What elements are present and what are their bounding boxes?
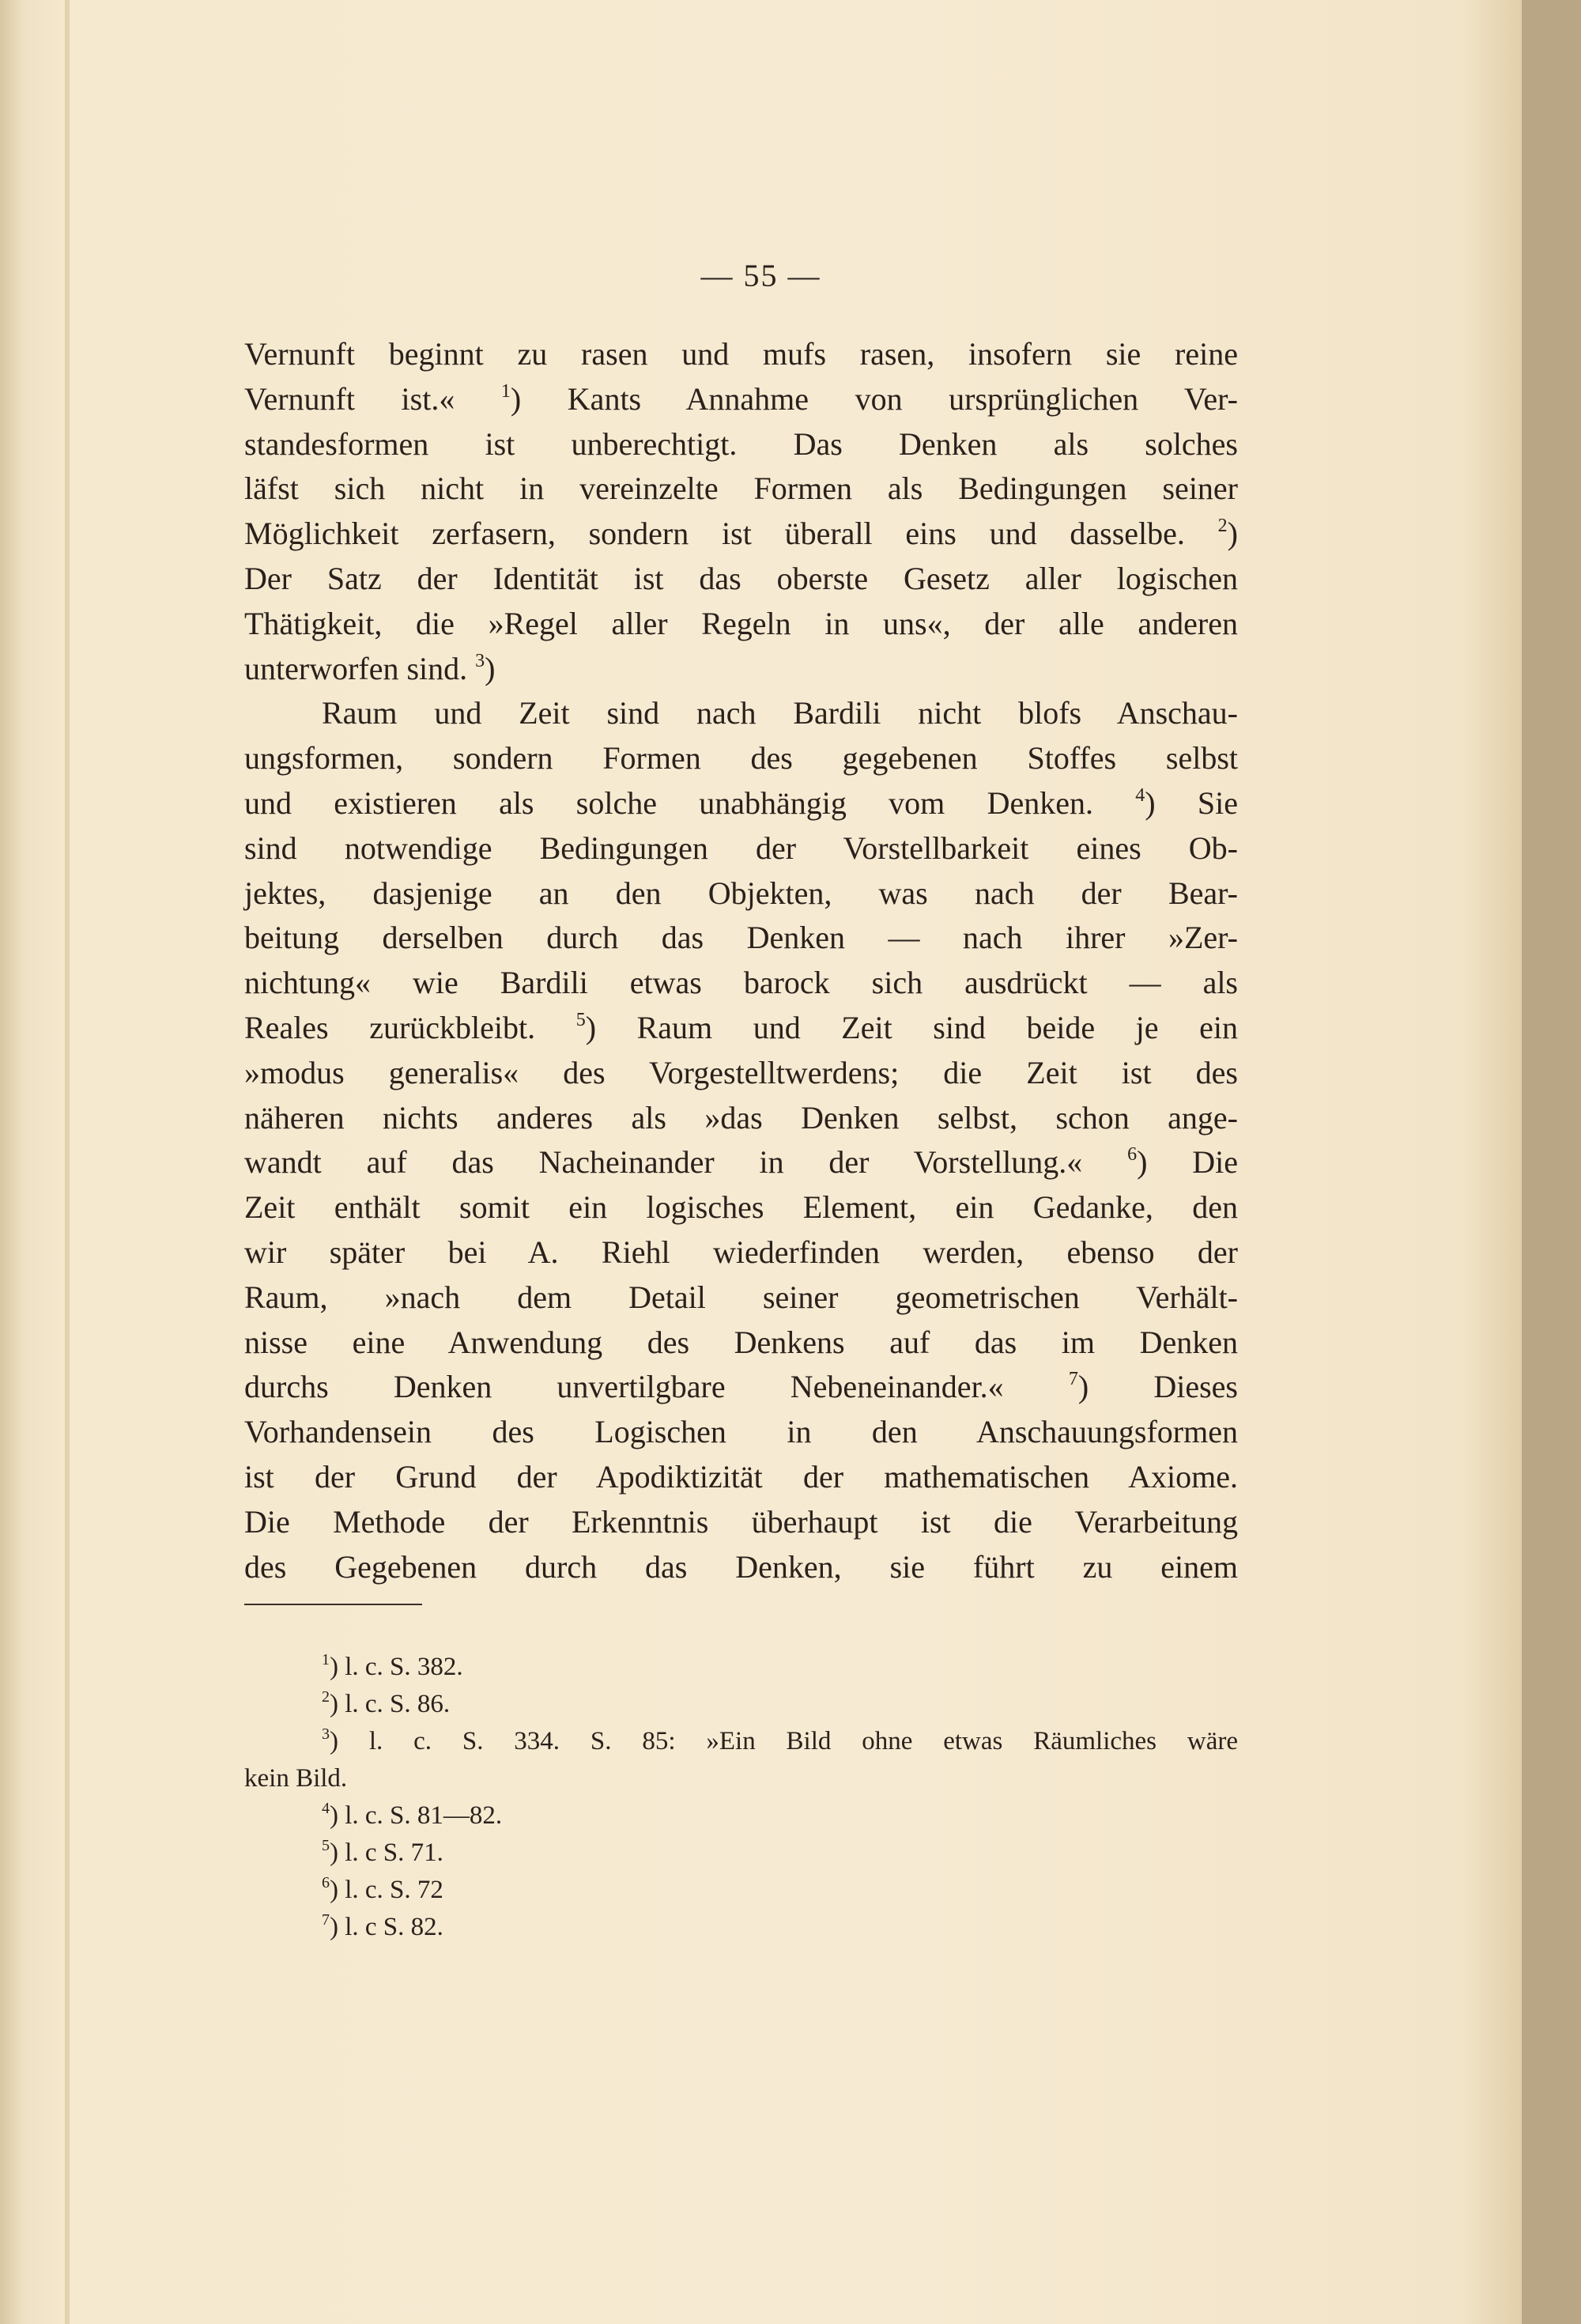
footnote-text: ) l. c. S. 72 [330,1876,443,1904]
text-line [244,961,1238,1006]
footnote [244,1835,1238,1872]
text-segment: jektes, dasjenige an den Objekten, was nach der Bear- [244,875,1238,911]
text-line [244,826,1238,871]
text-line [244,647,1238,692]
text-line [244,1545,1238,1590]
text-line [244,1185,1238,1230]
footnote-number: 5 [322,1837,330,1854]
footnote-number: 7 [322,1911,330,1929]
footnote-continuation: kein Bild. [244,1764,348,1793]
text-line [244,1051,1238,1096]
text-line [244,377,1238,422]
text-line [244,1321,1238,1366]
footnote-text: ) l. c. S. 86. [330,1690,451,1718]
text-segment: »modus generalis« des Vorgestelltwerdens; die Zeit ist des [244,1054,1238,1090]
text-segment: nisse eine Anwendung des Denkens auf das im Denken [244,1324,1238,1360]
footnote-marker: 6 [1127,1144,1138,1166]
text-line [244,1140,1238,1185]
footnote [244,1686,1238,1723]
text-segment: ) Raum und Zeit sind beide je ein [585,1009,1238,1045]
text-line [244,1410,1238,1455]
page-number: — 55 — [700,258,821,293]
footnote-marker: 4 [1135,784,1145,806]
footnote-marker: 1 [500,380,511,402]
text-segment: wir später bei A. Riehl wiederfinden werden, ebenso der [244,1234,1238,1270]
text-segment: ) Dieses [1077,1369,1238,1405]
footnote-number: 1 [322,1651,330,1668]
text-segment: unterworfen sind. [244,650,476,686]
text-segment: nichtung« wie Bardili etwas barock sich ausdrückt — als [244,965,1238,1001]
text-segment: standesformen ist unberechtigt. Das Denken als solches [244,425,1238,462]
page-fold [65,0,70,2324]
footnote [244,1723,1238,1760]
text-line [244,1006,1238,1051]
footnote-marker: 2 [1217,516,1228,537]
footnote [244,1649,1238,1686]
text-segment: wandt auf das Nacheinander in der Vorstellung.« [244,1144,1128,1181]
text-segment: ist der Grund der Apodiktizität der mathematischen Axiome. [244,1458,1238,1495]
text-segment: ungsformen, sondern Formen des gegebenen Stoffes selbst [244,740,1238,777]
text-line [244,1096,1238,1141]
text-line [244,736,1238,781]
text-line [244,781,1238,826]
text-segment: Raum und Zeit sind nach Bardili nicht blofs Anschau- [322,695,1238,731]
footnote-text: ) l. c. S. 334. S. 85: »Ein Bild ohne etwas Räumliches wäre [330,1727,1238,1755]
text-line [244,691,1238,736]
text-segment: des Gegebenen durch das Denken, sie führt zu einem [244,1548,1238,1585]
text-line [244,1275,1238,1321]
footnote-text: ) l. c S. 71. [330,1838,443,1867]
text-line [244,512,1238,557]
text-segment: ) Die [1137,1144,1238,1181]
footnote-number: 6 [322,1874,330,1891]
footnotes [244,1649,1238,1946]
footnote-text: ) l. c. S. 382. [330,1653,463,1681]
text-segment: Die Methode der Erkenntnis überhaupt ist die Verarbeitung [244,1503,1238,1540]
footnote-marker: 3 [475,650,485,671]
text-line [244,1455,1238,1500]
text-segment: sind notwendige Bedingungen der Vorstellbarkeit eines Ob- [244,829,1238,866]
footnote [244,1797,1238,1835]
text-segment: Vernunft ist.« [244,380,501,417]
text-segment: Vernunft beginnt zu rasen und mufs rasen, insofern sie reine [244,336,1238,372]
text-segment: ) Sie [1145,784,1238,821]
text-segment: Der Satz der Identität ist das oberste Gesetz aller logischen [244,560,1238,596]
text-segment: Zeit enthält somit ein logisches Element, ein Gedanke, den [244,1189,1238,1226]
footnote-number: 3 [322,1725,330,1743]
text-segment: läfst sich nicht in vereinzelte Formen als Bedingungen seiner [244,470,1238,507]
text-segment: Reales zurückbleibt. [244,1009,576,1045]
body-text [244,332,1238,1589]
text-line [244,467,1238,512]
footnote-divider [244,1604,422,1605]
footnote-number: 2 [322,1688,330,1706]
text-line [244,1500,1238,1545]
text-line [244,422,1238,467]
text-segment: ) Kants Annahme von ursprünglichen Ver- [510,380,1238,417]
text-line [244,332,1238,377]
text-segment: Raum, »nach dem Detail seiner geometrischen Verhält- [244,1279,1238,1315]
text-line [244,602,1238,647]
text-segment: ) [485,650,496,686]
text-line [244,557,1238,602]
footnote-marker: 5 [575,1009,586,1030]
footnote [244,1872,1238,1909]
text-segment: ) [1227,516,1238,552]
footnote-number: 4 [322,1800,330,1817]
text-line [244,1365,1238,1410]
text-line [244,1230,1238,1275]
text-segment: Thätigkeit, die »Regel aller Regeln in uns«, der alle anderen [244,605,1238,641]
footnote [244,1909,1238,1946]
footnote-text: ) l. c. S. 81—82. [330,1801,503,1830]
text-segment: Möglichkeit zerfasern, sondern ist überall eins und dasselbe. [244,516,1218,552]
text-segment: und existieren als solche unabhängig vom Denken. [244,784,1136,821]
text-segment: beitung derselben durch das Denken — nach ihrer »Zer- [244,920,1238,956]
footnote-text: ) l. c S. 82. [330,1913,443,1941]
text-segment: durchs Denken unvertilgbare Nebeneinander.« [244,1369,1069,1405]
text-line [244,916,1238,961]
footnote-marker: 7 [1068,1369,1078,1390]
text-line [244,871,1238,916]
text-segment: Vorhandensein des Logischen in den Anschauungsformen [244,1414,1238,1450]
text-segment: näheren nichts anderes als »das Denken selbst, schon ange- [244,1099,1238,1136]
